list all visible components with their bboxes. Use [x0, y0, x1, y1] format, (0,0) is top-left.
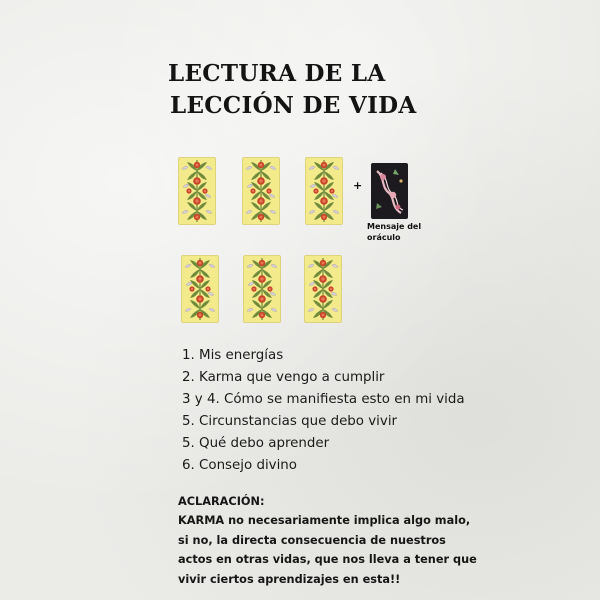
oracle-caption [367, 221, 437, 243]
list-item: 5. Qué debo aprender [182, 436, 330, 451]
tarot-card-4 [181, 255, 219, 323]
tarot-card-3 [305, 157, 343, 225]
tarot-card-back [304, 255, 342, 323]
page-title [168, 58, 428, 122]
oracle-caption-line-1: Mensaje del [367, 222, 422, 231]
tarot-card-back [178, 157, 216, 225]
list-item: 5. Circunstancias que debo vivir [182, 414, 398, 429]
title-line-2: LECCIÓN DE VIDA [170, 92, 417, 119]
positions-list [182, 345, 465, 477]
note-line: KARMA no necesariamente implica algo malo, [178, 514, 471, 528]
note-line: si no, la directa consecuencia de nuestros [178, 533, 446, 547]
tarot-card-back [181, 255, 219, 323]
oracle-caption-line-2: oráculo [367, 233, 401, 242]
oracle-card-art [371, 163, 408, 219]
list-item: 2. Karma que vengo a cumplir [182, 370, 385, 385]
tarot-card-2 [242, 157, 280, 225]
tarot-card-back [242, 157, 280, 225]
list-item: 1. Mis energías [182, 348, 284, 363]
tarot-card-back [305, 157, 343, 225]
note-line: vivir ciertos aprendizajes en esta!! [178, 572, 401, 586]
tarot-card-6 [304, 255, 342, 323]
note-heading: ACLARACIÓN: [178, 495, 265, 508]
plus-sign: + [353, 179, 363, 192]
tarot-card-1 [178, 157, 216, 225]
list-item: 6. Consejo divino [182, 458, 297, 473]
title-line-1: LECTURA DE LA [168, 60, 386, 87]
tarot-card-back [243, 255, 281, 323]
list-item: 3 y 4. Cómo se manifiesta esto en mi vida [182, 392, 465, 407]
oracle-card [371, 163, 408, 219]
tarot-card-5 [243, 255, 281, 323]
clarification-note [178, 492, 488, 589]
note-line: actos en otras vidas, que nos lleva a tener que [178, 553, 477, 567]
